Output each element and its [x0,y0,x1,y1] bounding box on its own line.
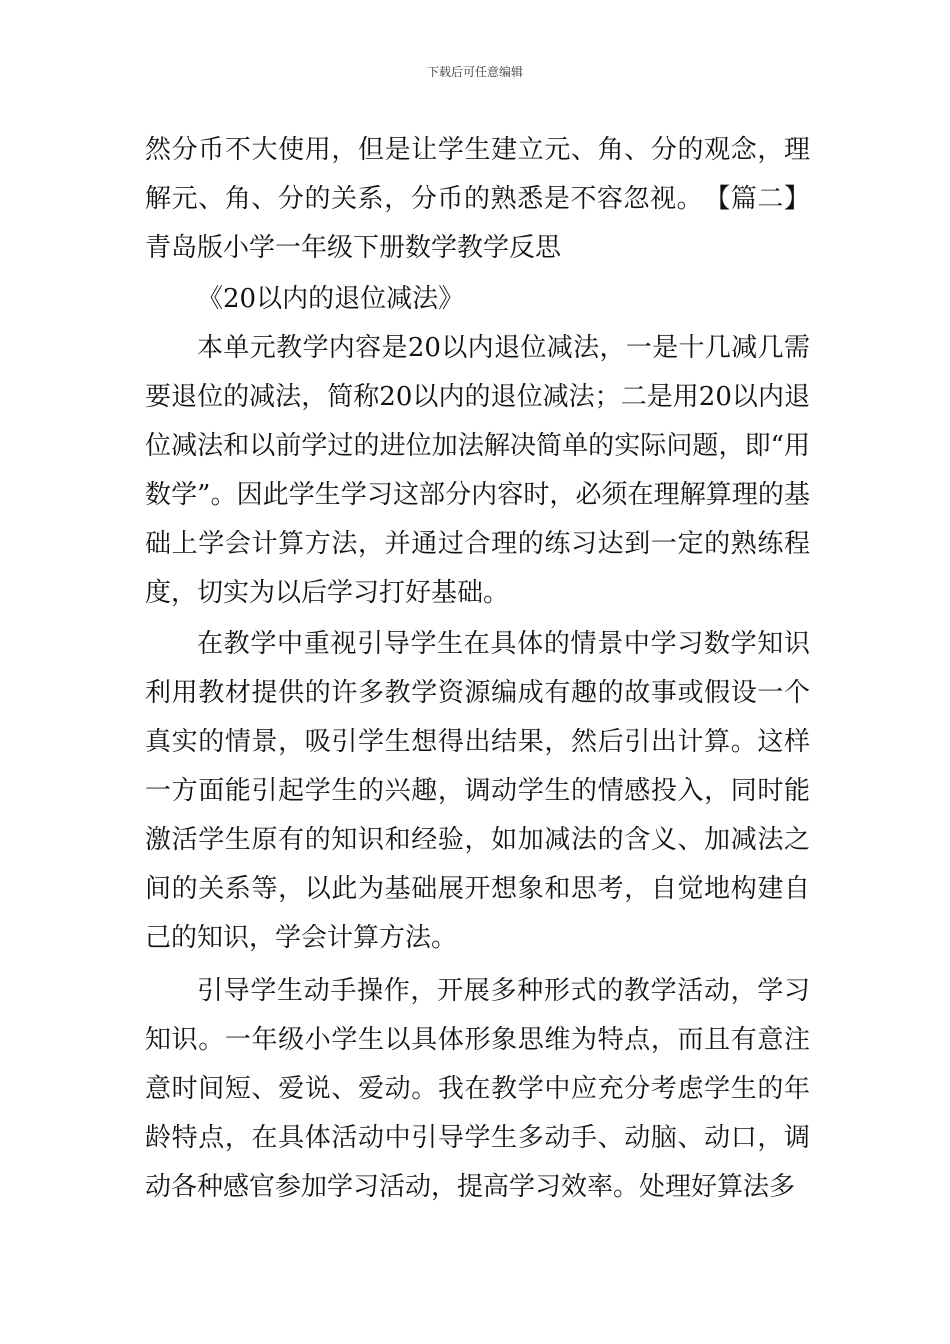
lesson-title: 《20以内的退位减法》 [197,284,465,314]
paragraph-hands-on-activities: 引导学生动手操作，开展多种形式的教学活动，学习知识。一年级小学生以具体形象思维为特点，而且有意注意时间短、爱说、爱动。我在教学中应充分考虑学生的年龄特点，在具体活动中引导学生多动手、动脑、动口，调动各种感官参加学习活动，提高学习效率。处理好算法多 [145,976,810,1202]
paragraph-continuation [145,126,810,273]
document-body [145,126,810,1212]
paragraph-teaching-scenarios: 在教学中重视引导学生在具体的情景中学习数学知识利用教材提供的许多教学资源编成有趣的故事或假设一个真实的情景，吸引学生想得出结果，然后引出计算。这样一方面能引起学生的兴趣，调动学生的情感投入，同时能激活学生原有的知识和经验，如加减法的含义、加减法之间的关系等，以此为基础展开想象和思考，自觉地构建自己的知识，学会计算方法。 [145,629,810,953]
section-title: 青岛版小学一年级下册数学教学反思 [145,233,562,263]
page-header: 下载后可任意编辑 [426,65,523,79]
paragraph-unit-content: 本单元教学内容是20以内退位减法，一是十几减几需要退位的减法，简称20以内的退位减法；二是用20以内退位减法和以前学过的进位加法解决简单的实际问题，即“用数学”。因此学生学习这部分内容时，必须在理解算理的基础上学会计算方法，并通过合理的练习达到一定的熟练程度，切实为以后学习打好基础。 [145,333,810,608]
section-marker: 【篇二】 [717,184,810,214]
paragraph-continuation-text: 然分币不大使用，但是让学生建立元、角、分的观念，理解元、角、分的关系，分币的熟悉是不容忽视。 [145,135,810,214]
